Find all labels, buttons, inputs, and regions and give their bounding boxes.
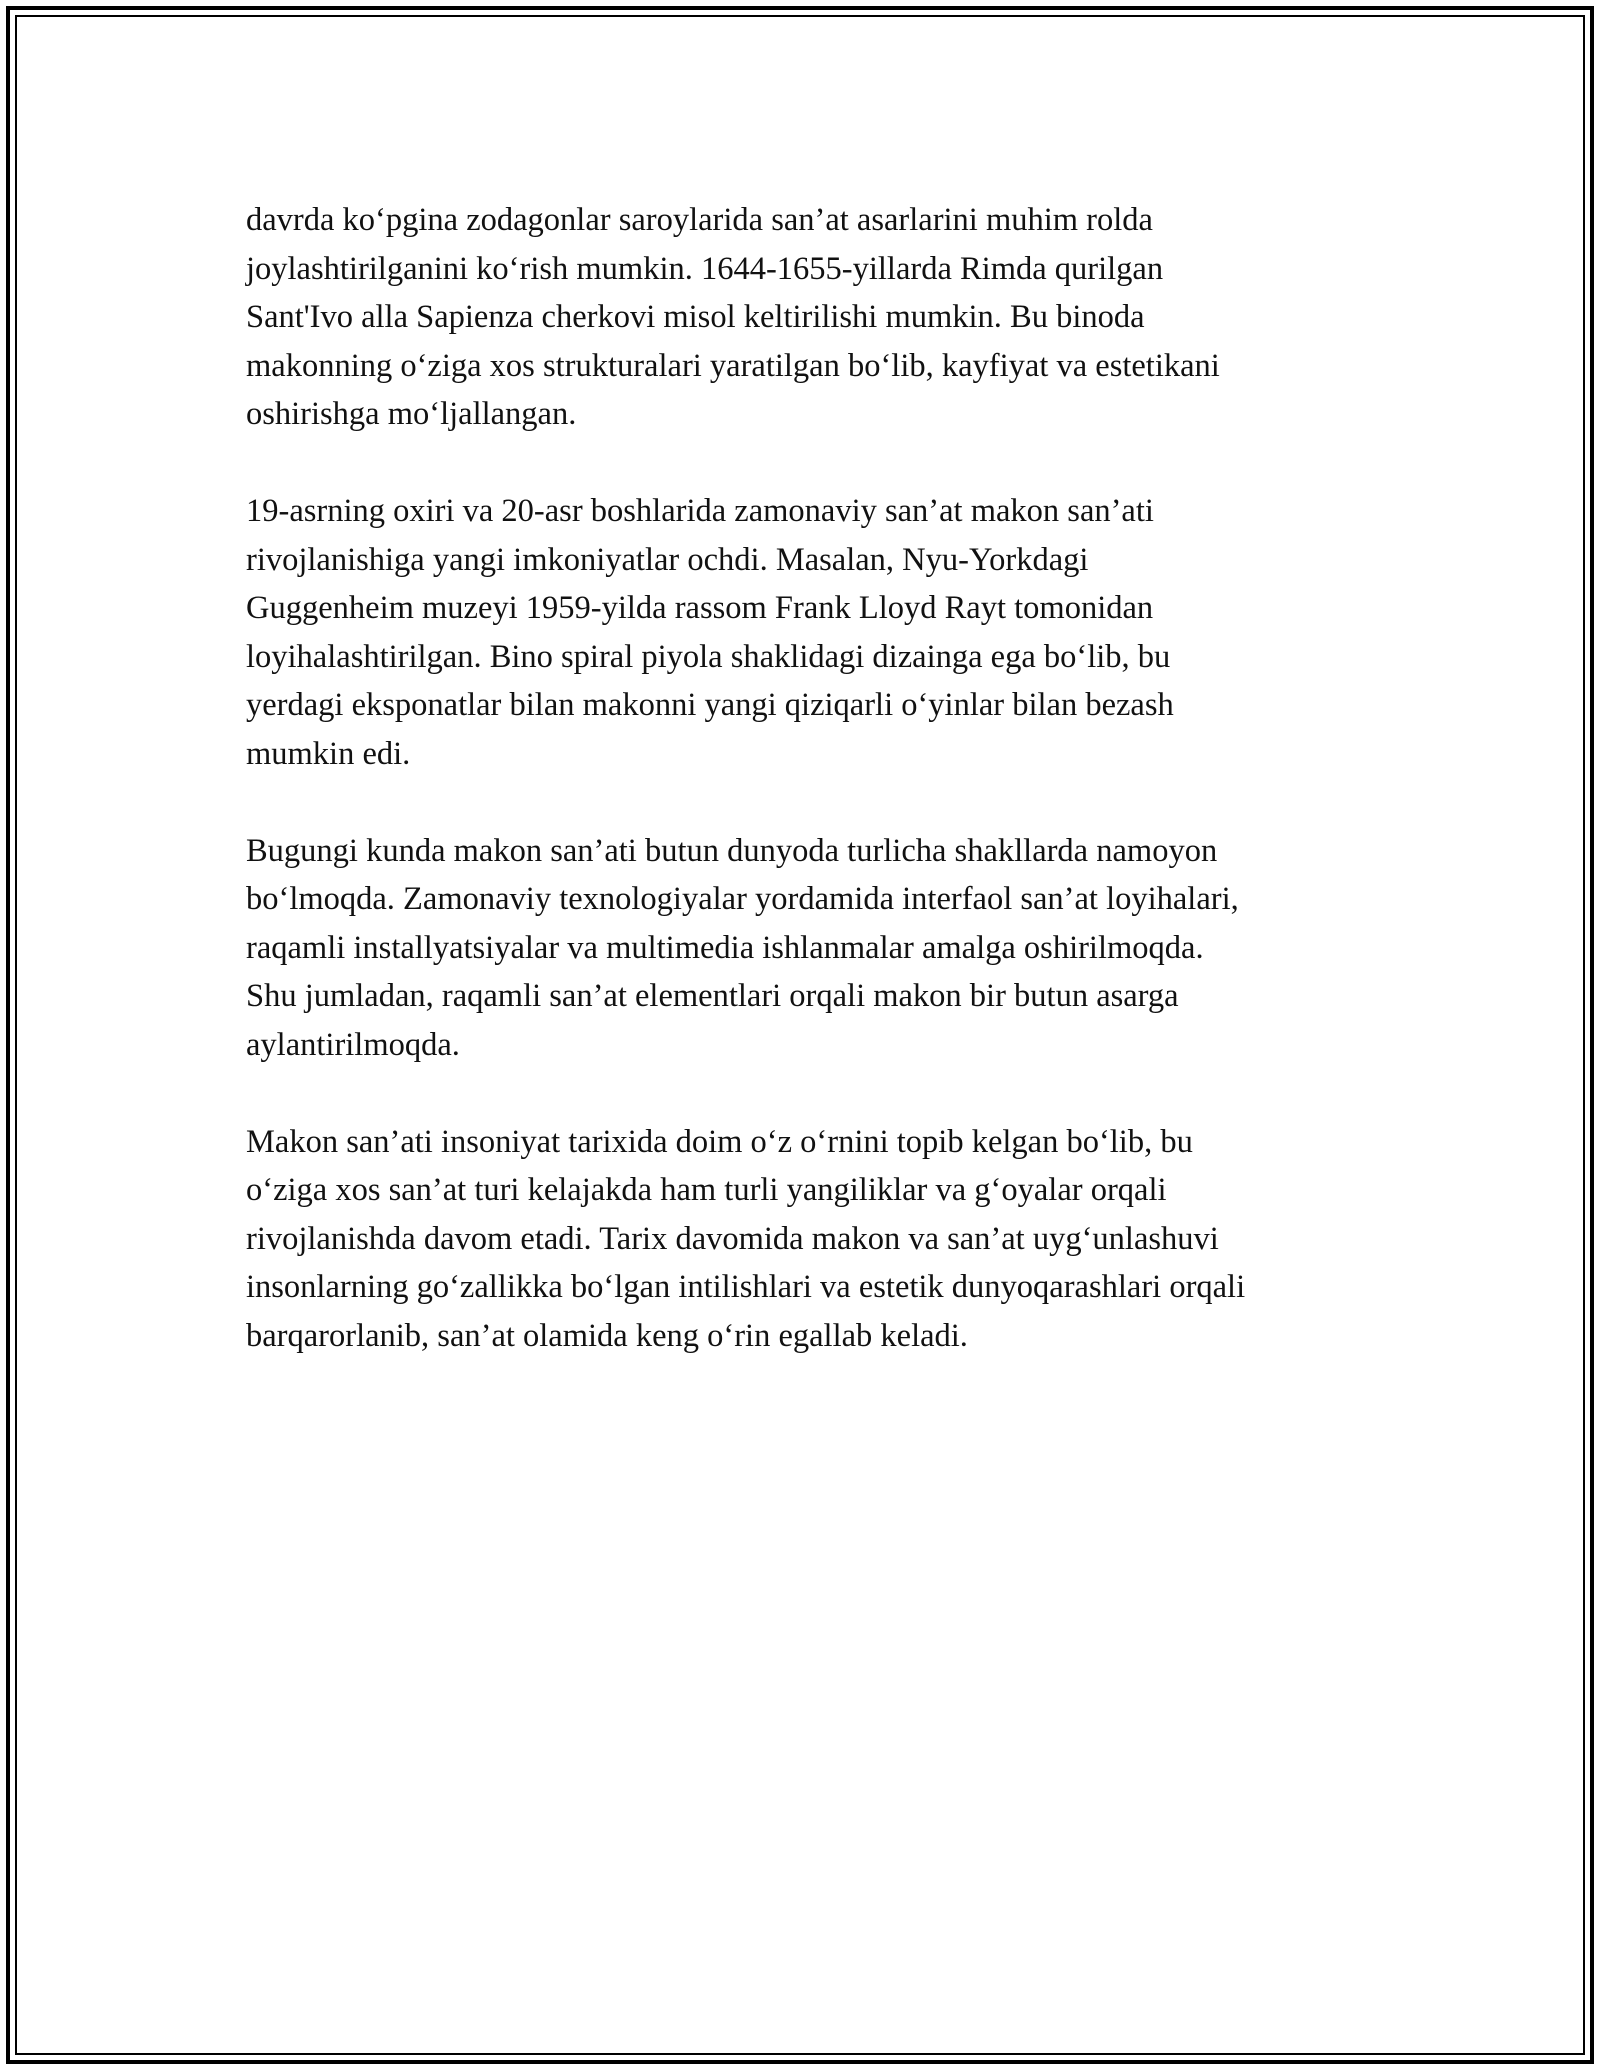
text-line: yerdagi eksponatlar bilan makonni yangi qiziqarli o‘yinlar bilan bezash	[246, 687, 1174, 723]
page-frame	[6, 6, 1594, 2064]
text-line: o‘ziga xos san’at turi kelajakda ham turli yangiliklar va g‘oyalar orqali	[246, 1172, 1167, 1208]
paragraph-2	[246, 487, 1386, 778]
text-line: oshirishga mo‘ljallangan.	[246, 396, 577, 432]
text-line: aylantirilmoqda.	[246, 1026, 460, 1063]
text-line: loyihalashtirilgan. Bino spiral piyola shaklidagi dizainga ega bo‘lib, bu	[246, 638, 1171, 675]
text-line: 19-asrning oxiri va 20-asr boshlarida zamonaviy san’at makon san’ati	[246, 493, 1154, 529]
document-body	[246, 196, 1386, 1409]
text-line: raqamli installyatsiyalar va multimedia ishlanmalar amalga oshirilmoqda.	[246, 929, 1204, 966]
paragraph-3	[246, 827, 1386, 1070]
text-line: barqarorlanib, san’at olamida keng o‘rin egallab keladi.	[246, 1317, 968, 1354]
text-line: rivojlanishda davom etadi. Tarix davomida makon va san’at uyg‘unlashuvi	[246, 1220, 1219, 1257]
text-line: bo‘lmoqda. Zamonaviy texnologiyalar yordamida interfaol san’at loyihalari,	[246, 881, 1239, 917]
text-line: davrda ko‘pgina zodagonlar saroylarida san’at asarlarini muhim rolda	[246, 202, 1153, 238]
text-line: rivojlanishiga yangi imkoniyatlar ochdi. Masalan, Nyu-Yorkdagi	[246, 541, 1089, 578]
text-line: Makon san’ati insoniyat tarixida doim o‘z o‘rnini topib kelgan bo‘lib, bu	[246, 1123, 1193, 1160]
text-line: Shu jumladan, raqamli san’at elementlari orqali makon bir butun asarga	[246, 978, 1179, 1014]
text-line: Sant'Ivo alla Sapienza cherkovi misol keltirilishi mumkin. Bu binoda	[246, 299, 1145, 335]
text-line: makonning o‘ziga xos strukturalari yaratilgan bo‘lib, kayfiyat va estetikani	[246, 347, 1220, 384]
text-line: Bugungi kunda makon san’ati butun dunyoda turlicha shakllarda namoyon	[246, 832, 1218, 869]
text-line: Guggenheim muzeyi 1959-yilda rassom Frank Lloyd Rayt tomonidan	[246, 590, 1154, 626]
text-line: joylashtirilganini ko‘rish mumkin. 1644-1655-yillarda Rimda qurilgan	[246, 250, 1164, 287]
text-line: insonlarning go‘zallikka bo‘lgan intilishlari va estetik dunyoqarashlari orqali	[246, 1269, 1246, 1305]
text-line: mumkin edi.	[246, 735, 411, 772]
paragraph-1	[246, 196, 1386, 439]
paragraph-4	[246, 1118, 1386, 1361]
